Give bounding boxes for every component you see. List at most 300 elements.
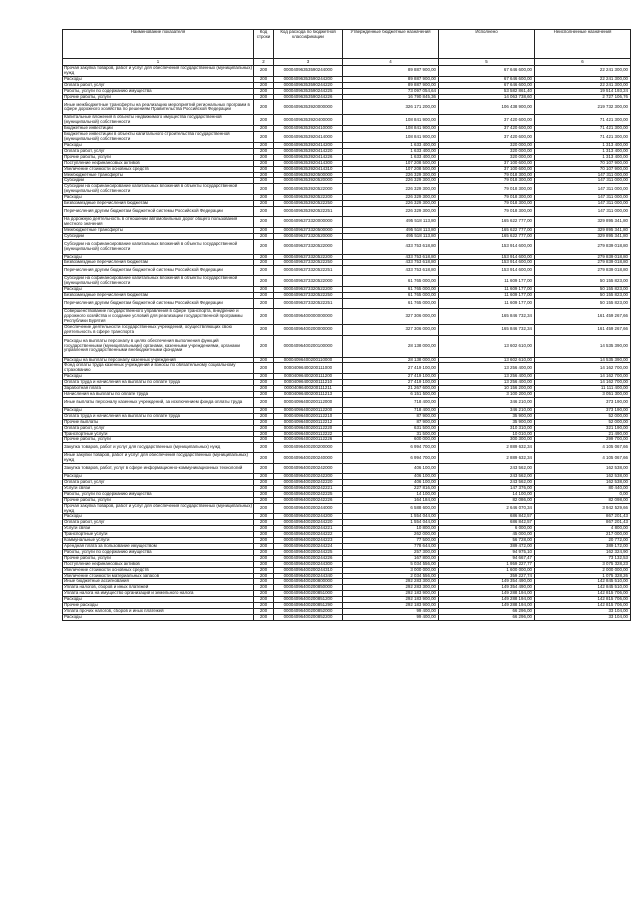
- row-line-code: 200: [254, 309, 274, 325]
- row-executed-amount: 147 376,00: [439, 485, 535, 491]
- row-executed-amount: 94 975,10: [439, 549, 535, 555]
- row-unexecuted-amount: 329 895 341,80: [535, 233, 631, 239]
- row-indicator-name: Безвозмездные перечисления бюджетам: [63, 201, 254, 207]
- row-budget-code: 00004096400200112210: [274, 413, 343, 419]
- row-indicator-name: Коммунальные услуги: [63, 538, 254, 544]
- row-indicator-name: Субсидии на софинансирование капитальных вложений в объекты государственной (муниципальной) собственности: [63, 276, 254, 287]
- row-indicator-name: Бюджетные инвестиции: [63, 126, 254, 132]
- table-row: [63, 216, 631, 227]
- row-indicator-name: Расходы: [63, 254, 254, 260]
- row-approved-amount: 28 138 000,00: [343, 357, 439, 363]
- row-indicator-name: Обеспечение деятельности государственных учреждений, осуществляющих свою деятельность в сфере транспорта: [63, 324, 254, 335]
- row-executed-amount: 686 842,57: [439, 520, 535, 526]
- row-approved-amount: 167 800,00: [343, 555, 439, 561]
- row-line-code: 200: [254, 227, 274, 233]
- row-executed-amount: 66 296,00: [439, 608, 535, 614]
- row-executed-amount: 79 018 300,00: [439, 195, 535, 201]
- row-approved-amount: 600 000,00: [343, 437, 439, 443]
- table-row: [63, 276, 631, 287]
- row-indicator-name: Работы, услуги по содержанию имущества: [63, 549, 254, 555]
- row-unexecuted-amount: 52 000,00: [535, 419, 631, 425]
- row-approved-amount: 27 419 100,00: [343, 380, 439, 386]
- row-line-code: 200: [254, 503, 274, 514]
- row-unexecuted-amount: 867 201,43: [535, 520, 631, 526]
- row-line-code: 200: [254, 567, 274, 573]
- row-approved-amount: 27 419 100,00: [343, 374, 439, 380]
- row-budget-code: 00004096373320522000: [274, 276, 343, 287]
- row-line-code: 200: [254, 357, 274, 363]
- row-approved-amount: 495 518 113,80: [343, 233, 439, 239]
- row-budget-code: 00004096353920410000: [274, 126, 343, 132]
- row-approved-amount: 73 097 054,64: [343, 88, 439, 94]
- row-executed-amount: 153 914 600,00: [439, 254, 535, 260]
- row-budget-code: 00004096373320522250: [274, 260, 343, 266]
- row-line-code: 200: [254, 216, 274, 227]
- row-budget-code: 00004096373320522250: [274, 293, 343, 299]
- row-unexecuted-amount: 0,00: [535, 491, 631, 497]
- row-unexecuted-amount: 142 845 510,00: [535, 585, 631, 591]
- row-approved-amount: 433 753 618,80: [343, 266, 439, 276]
- row-executed-amount: 79 018 300,00: [439, 178, 535, 184]
- row-unexecuted-amount: 147 311 000,00: [535, 206, 631, 216]
- row-executed-amount: 3 100 200,00: [439, 391, 535, 397]
- row-unexecuted-amount: 142 815 706,00: [535, 591, 631, 597]
- row-line-code: 200: [254, 514, 274, 520]
- row-line-code: 200: [254, 299, 274, 309]
- row-approved-amount: 292 183 900,00: [343, 597, 439, 603]
- row-approved-amount: 77 500,00: [343, 538, 439, 544]
- row-line-code: 200: [254, 148, 274, 154]
- row-approved-amount: 495 518 113,80: [343, 216, 439, 227]
- row-indicator-name: На дорожную деятельность в отношении автомобильных дорог общего пользования местного значения: [63, 216, 254, 227]
- table-row: [63, 206, 631, 216]
- row-approved-amount: 327 306 000,00: [343, 309, 439, 325]
- row-line-code: 200: [254, 380, 274, 386]
- row-approved-amount: 292 283 300,00: [343, 585, 439, 591]
- row-unexecuted-amount: 4 105 067,66: [535, 453, 631, 464]
- column-number: 4: [343, 59, 439, 66]
- row-indicator-name: Прочие работы, услуги: [63, 437, 254, 443]
- row-line-code: 200: [254, 254, 274, 260]
- row-approved-amount: 226 329 300,00: [343, 195, 439, 201]
- row-unexecuted-amount: 279 839 018,80: [535, 254, 631, 260]
- row-unexecuted-amount: 14 162 700,00: [535, 380, 631, 386]
- row-executed-amount: 45 000,00: [439, 532, 535, 538]
- row-line-code: 200: [254, 88, 274, 94]
- row-approved-amount: 99 400,00: [343, 614, 439, 620]
- row-indicator-name: Услуги связи: [63, 526, 254, 532]
- row-indicator-name: Работы, услуги по содержанию имущества: [63, 491, 254, 497]
- row-indicator-name: Перечисления другим бюджетам бюджетной системы Российской Федерации: [63, 266, 254, 276]
- row-line-code: 200: [254, 597, 274, 603]
- row-line-code: 200: [254, 363, 274, 374]
- row-approved-amount: 406 100,00: [343, 474, 439, 480]
- row-budget-code: 00004096400200851000: [274, 591, 343, 597]
- column-number: 3: [274, 59, 343, 66]
- row-executed-amount: 1 959 227,77: [439, 561, 535, 567]
- row-budget-code: 00004096400200100000: [274, 335, 343, 357]
- row-unexecuted-amount: 50 155 823,00: [535, 293, 631, 299]
- row-unexecuted-amount: 162 538,00: [535, 464, 631, 474]
- row-line-code: 200: [254, 132, 274, 143]
- row-line-code: 200: [254, 485, 274, 491]
- row-indicator-name: Услуги связи: [63, 485, 254, 491]
- row-indicator-name: Оплата работ, услуг: [63, 148, 254, 154]
- row-indicator-name: Закупка товаров, работ, услуг в сфере информационно-коммуникационных технологий: [63, 464, 254, 474]
- row-indicator-name: Субсидии на софинансирование капитальных вложений в объекты государственной (муниципальной) собственности: [63, 184, 254, 195]
- row-executed-amount: 67 646 600,00: [439, 76, 535, 82]
- row-budget-code: 00004096400200112000: [274, 397, 343, 407]
- row-line-code: 200: [254, 532, 274, 538]
- row-budget-code: 00004096400200244223: [274, 538, 343, 544]
- row-budget-code: 00004096400200244226: [274, 555, 343, 561]
- row-indicator-name: Прочие работы, услуги: [63, 94, 254, 100]
- row-approved-amount: 6 588 600,00: [343, 503, 439, 514]
- row-indicator-name: Прочие работы, услуги: [63, 154, 254, 160]
- row-line-code: 200: [254, 419, 274, 425]
- row-executed-amount: 346 210,00: [439, 407, 535, 413]
- row-unexecuted-amount: 11 111 400,00: [535, 386, 631, 392]
- row-budget-code: 00004096400200244225: [274, 549, 343, 555]
- row-indicator-name: Совершенствование государственного управления в сфере транспорта, внедрение и дорожного хозяйства и создание условий для реализации государственной программы Республики Бурятия: [63, 309, 254, 325]
- row-unexecuted-amount: 162 324,90: [535, 549, 631, 555]
- row-executed-amount: 11 609 177,00: [439, 293, 535, 299]
- row-approved-amount: 292 283 300,00: [343, 579, 439, 585]
- row-indicator-name: Субсидии: [63, 178, 254, 184]
- row-budget-code: 00004096400200111210: [274, 380, 343, 386]
- table-row: [63, 614, 631, 620]
- row-budget-code: 00004096400200244200: [274, 514, 343, 520]
- row-budget-code: 00004096353920522200: [274, 195, 343, 201]
- row-approved-amount: 778 644,00: [343, 544, 439, 550]
- row-approved-amount: 61 765 000,00: [343, 293, 439, 299]
- row-budget-code: 00004096353920522250: [274, 201, 343, 207]
- row-line-code: 200: [254, 266, 274, 276]
- row-line-code: 200: [254, 579, 274, 585]
- row-executed-amount: 165 846 732,34: [439, 324, 535, 335]
- column-number-row: [63, 59, 631, 66]
- row-unexecuted-amount: 4 800,00: [535, 526, 631, 532]
- row-unexecuted-amount: 80 440,00: [535, 485, 631, 491]
- row-line-code: 200: [254, 491, 274, 497]
- row-executed-amount: 67 646 600,00: [439, 66, 535, 77]
- row-executed-amount: 14 063 738,60: [439, 94, 535, 100]
- row-executed-amount: 94 667,47: [439, 555, 535, 561]
- row-approved-amount: 1 554 044,00: [343, 514, 439, 520]
- row-approved-amount: 631 500,00: [343, 425, 439, 431]
- row-line-code: 200: [254, 497, 274, 503]
- row-executed-amount: 106 438 900,00: [439, 100, 535, 115]
- row-line-code: 200: [254, 287, 274, 293]
- row-approved-amount: 257 300,00: [343, 549, 439, 555]
- row-unexecuted-amount: 373 190,00: [535, 397, 631, 407]
- row-line-code: 200: [254, 100, 274, 115]
- row-indicator-name: Перечисления другим бюджетам бюджетной системы Российской Федерации: [63, 299, 254, 309]
- row-budget-code: 00004096353920522000: [274, 184, 343, 195]
- row-indicator-name: Уплата налога на имущество организаций и земельного налога: [63, 591, 254, 597]
- row-line-code: 200: [254, 480, 274, 486]
- row-executed-amount: 37 100 600,00: [439, 166, 535, 172]
- row-budget-code: 00004096400200111000: [274, 363, 343, 374]
- row-budget-code: 00004096400200851200: [274, 597, 343, 603]
- row-approved-amount: 10 800,00: [343, 526, 439, 532]
- row-indicator-name: Фонд оплаты труда казенных учреждений и взносы по обязательному социальному страхованию: [63, 363, 254, 374]
- row-approved-amount: 5 034 556,00: [343, 561, 439, 567]
- row-executed-amount: 149 288 194,00: [439, 603, 535, 609]
- column-number: 2: [254, 59, 274, 66]
- row-approved-amount: 6 994 700,00: [343, 443, 439, 453]
- row-line-code: 200: [254, 614, 274, 620]
- row-indicator-name: Увеличение стоимости основных средств: [63, 166, 254, 172]
- row-line-code: 200: [254, 431, 274, 437]
- row-budget-code: 00004096400200242000: [274, 464, 343, 474]
- row-budget-code: 00004096373320522251: [274, 299, 343, 309]
- row-indicator-name: Иные выплаты персоналу казенных учреждений, за исключением фонда оплаты труда: [63, 397, 254, 407]
- column-number: 5: [439, 59, 535, 66]
- row-unexecuted-amount: 14 535 390,00: [535, 357, 631, 363]
- row-line-code: 200: [254, 206, 274, 216]
- row-unexecuted-amount: 162 538,00: [535, 480, 631, 486]
- row-budget-code: 00004096353590244226: [274, 94, 343, 100]
- row-indicator-name: Оплата работ, услуг: [63, 520, 254, 526]
- row-line-code: 200: [254, 82, 274, 88]
- table-row: [63, 443, 631, 453]
- row-executed-amount: 11 609 177,00: [439, 299, 535, 309]
- row-budget-code: 00004096400200244224: [274, 544, 343, 550]
- row-executed-amount: 153 914 600,00: [439, 260, 535, 266]
- row-indicator-name: Расходы: [63, 614, 254, 620]
- row-approved-amount: 406 100,00: [343, 480, 439, 486]
- row-line-code: 200: [254, 66, 274, 77]
- row-unexecuted-amount: 14 535 390,00: [535, 335, 631, 357]
- row-unexecuted-amount: 50 155 823,00: [535, 287, 631, 293]
- row-approved-amount: 433 753 618,80: [343, 254, 439, 260]
- row-executed-amount: 13 256 400,00: [439, 374, 535, 380]
- row-executed-amount: 243 562,00: [439, 480, 535, 486]
- row-executed-amount: 82 086,00: [439, 497, 535, 503]
- row-indicator-name: Прочая закупка товаров, работ и услуг для обеспечения государственных (муниципальных) нужд: [64, 503, 252, 513]
- row-indicator-name: Прочие выплаты: [63, 419, 254, 425]
- row-budget-code: 00004096353920414000: [274, 132, 343, 143]
- row-executed-amount: 1 600 000,00: [439, 567, 535, 573]
- row-indicator-name: Субсидии на софинансирование капитальных вложений в объекты государственной (муниципальной) собственности: [63, 239, 254, 254]
- row-unexecuted-amount: 867 201,43: [535, 514, 631, 520]
- table-row: [63, 464, 631, 474]
- row-budget-code: 00004096400000000000: [274, 309, 343, 325]
- row-budget-code: 00004096400200112212: [274, 419, 343, 425]
- row-executed-amount: 66 296,00: [439, 614, 535, 620]
- row-approved-amount: 226 329 300,00: [343, 201, 439, 207]
- row-executed-amount: 686 842,57: [439, 514, 535, 520]
- row-line-code: 200: [254, 76, 274, 82]
- row-unexecuted-amount: 73 132,53: [535, 555, 631, 561]
- row-indicator-name: Увеличение стоимости основных средств: [63, 567, 254, 573]
- row-unexecuted-amount: 279 839 018,80: [535, 266, 631, 276]
- row-indicator-name: Расходы: [63, 142, 254, 148]
- row-indicator-name: Расходы: [63, 76, 254, 82]
- row-executed-amount: 2 889 632,34: [439, 443, 535, 453]
- row-executed-amount: 56 728,00: [439, 538, 535, 544]
- row-executed-amount: 389 472,00: [439, 544, 535, 550]
- row-approved-amount: 262 000,00: [343, 532, 439, 538]
- row-indicator-name: Начисления на выплаты по оплате труда: [63, 391, 254, 397]
- row-indicator-name: Прочая закупка товаров, работ и услуг для обеспечения государственных (муниципальных) нужд: [64, 65, 252, 75]
- row-line-code: 200: [254, 561, 274, 567]
- row-budget-code: 00004096373320520000: [274, 233, 343, 239]
- row-executed-amount: 165 622 777,00: [439, 216, 535, 227]
- row-executed-amount: 359 227,74: [439, 573, 535, 579]
- row-executed-amount: 149 288 194,00: [439, 597, 535, 603]
- row-unexecuted-amount: 147 311 000,00: [535, 184, 631, 195]
- row-budget-code: 00004096400200852200: [274, 614, 343, 620]
- table-row: [63, 397, 631, 407]
- row-budget-code: 00004096353590244200: [274, 76, 343, 82]
- row-executed-amount: 79 018 300,00: [439, 206, 535, 216]
- row-indicator-name: Расходы: [63, 514, 254, 520]
- header-approved: Утвержденные бюджетные назначения: [343, 30, 439, 59]
- row-line-code: 200: [254, 166, 274, 172]
- row-unexecuted-amount: 20 772,00: [535, 538, 631, 544]
- row-approved-amount: 2 034 556,00: [343, 573, 439, 579]
- row-indicator-name: Транспортные услуги: [63, 532, 254, 538]
- row-unexecuted-amount: 373 190,00: [535, 407, 631, 413]
- row-indicator-name: Расходы: [63, 374, 254, 380]
- row-executed-amount: 53 582 861,40: [439, 88, 535, 94]
- row-budget-code: 00004096373320522251: [274, 266, 343, 276]
- row-executed-amount: 14 100,00: [439, 491, 535, 497]
- row-budget-code: 00004096353920500000: [274, 172, 343, 178]
- row-line-code: 200: [254, 443, 274, 453]
- column-number: 6: [535, 59, 631, 66]
- row-indicator-name: Заработная плата: [63, 386, 254, 392]
- row-line-code: 200: [254, 526, 274, 532]
- row-unexecuted-amount: 2 000 000,00: [535, 567, 631, 573]
- row-budget-code: 00004096400200851290: [274, 603, 343, 609]
- table-row: [63, 266, 631, 276]
- row-indicator-name: Расходы на выплаты персоналу казенных учреждений: [63, 357, 254, 363]
- row-approved-amount: 89 887 900,00: [343, 76, 439, 82]
- row-unexecuted-amount: 22 241 300,00: [535, 76, 631, 82]
- row-indicator-name: Бюджетные инвестиции в объекты капитального строительства государственной (муниципальной) собственности: [63, 132, 254, 143]
- row-indicator-name: Межбюджетные трансферты: [63, 172, 254, 178]
- row-indicator-name: Арендная плата за пользование имуществом: [63, 544, 254, 550]
- row-line-code: 200: [254, 142, 274, 148]
- row-indicator-name: Безвозмездные перечисления бюджетам: [63, 260, 254, 266]
- row-unexecuted-amount: 161 459 267,66: [535, 324, 631, 335]
- row-executed-amount: 13 256 400,00: [439, 363, 535, 374]
- row-unexecuted-amount: 162 538,00: [535, 474, 631, 480]
- row-budget-code: 00004096373320522000: [274, 239, 343, 254]
- report-sheet: [62, 29, 630, 621]
- row-budget-code: 00004096400200112226: [274, 437, 343, 443]
- row-unexecuted-amount: 82 098,00: [535, 497, 631, 503]
- row-executed-amount: 79 018 300,00: [439, 184, 535, 195]
- row-budget-code: 00004096353920000000: [274, 100, 343, 115]
- row-executed-amount: 10 156 200,00: [439, 386, 535, 392]
- row-budget-code: 00004096400200111200: [274, 374, 343, 380]
- row-budget-code: 00004096353590244220: [274, 82, 343, 88]
- row-line-code: 200: [254, 160, 274, 166]
- row-executed-amount: 13 602 610,00: [439, 357, 535, 363]
- row-line-code: 200: [254, 184, 274, 195]
- row-indicator-name: Иные бюджетные ассигнования: [63, 579, 254, 585]
- row-unexecuted-amount: 70 107 900,00: [535, 166, 631, 172]
- row-line-code: 200: [254, 260, 274, 266]
- row-executed-amount: 300 300,00: [439, 437, 535, 443]
- row-approved-amount: 6 994 700,00: [343, 453, 439, 464]
- row-indicator-name: Оплата работ, услуг: [63, 425, 254, 431]
- row-unexecuted-amount: 71 421 300,00: [535, 115, 631, 126]
- row-indicator-name: Уплата налогов, сборов и иных платежей: [63, 585, 254, 591]
- table-row: [63, 132, 631, 143]
- row-indicator-name: Субсидии: [63, 233, 254, 239]
- row-unexecuted-amount: 161 459 267,66: [535, 309, 631, 325]
- row-line-code: 200: [254, 239, 274, 254]
- row-unexecuted-amount: 279 839 018,80: [535, 260, 631, 266]
- row-unexecuted-amount: 217 000,00: [535, 532, 631, 538]
- row-indicator-name: Расходы: [63, 597, 254, 603]
- row-line-code: 200: [254, 549, 274, 555]
- row-indicator-name: Закупка товаров, работ и услуг для государственных (муниципальных) нужд: [63, 443, 254, 453]
- row-executed-amount: 35 900,00: [439, 413, 535, 419]
- table-row: [63, 503, 631, 514]
- header-line-code: Код строки: [254, 30, 274, 59]
- row-unexecuted-amount: 71 421 300,00: [535, 126, 631, 132]
- row-executed-amount: 243 562,00: [439, 474, 535, 480]
- row-approved-amount: 164 184,00: [343, 497, 439, 503]
- row-executed-amount: 310 310,00: [439, 425, 535, 431]
- row-line-code: 200: [254, 154, 274, 160]
- row-indicator-name: Увеличение стоимости материальных запасов: [63, 573, 254, 579]
- row-approved-amount: 108 841 900,00: [343, 132, 439, 143]
- row-budget-code: 00004096353920414310: [274, 166, 343, 172]
- row-executed-amount: 149 354 490,00: [439, 585, 535, 591]
- row-line-code: 200: [254, 555, 274, 561]
- row-executed-amount: 37 420 600,00: [439, 132, 535, 143]
- row-executed-amount: 153 914 600,00: [439, 239, 535, 254]
- row-line-code: 200: [254, 437, 274, 443]
- row-budget-code: 00004096353590244225: [274, 88, 343, 94]
- row-line-code: 200: [254, 172, 274, 178]
- row-indicator-name: Иные межбюджетные трансферты на реализацию мероприятий региональных программ в сфере дорожного хозяйства по решениям Правительства Российской Федерации: [63, 100, 254, 115]
- row-budget-code: 00004096400200200000: [274, 443, 343, 453]
- row-line-code: 200: [254, 94, 274, 100]
- row-budget-code: 00004096400200242221: [274, 485, 343, 491]
- row-unexecuted-amount: 22 241 300,00: [535, 82, 631, 88]
- row-approved-amount: 107 208 500,00: [343, 166, 439, 172]
- row-budget-code: 00004096400200242226: [274, 497, 343, 503]
- row-executed-amount: 13 602 610,00: [439, 335, 535, 357]
- row-line-code: 200: [254, 464, 274, 474]
- row-indicator-name: Уплата прочих налогов, сборов и иных платежей: [63, 608, 254, 614]
- row-line-code: 200: [254, 585, 274, 591]
- row-unexecuted-amount: 147 311 000,00: [535, 201, 631, 207]
- row-budget-code: 00004096400200244000: [274, 503, 343, 514]
- row-line-code: 200: [254, 293, 274, 299]
- row-line-code: 200: [254, 335, 274, 357]
- row-unexecuted-amount: 3 075 328,23: [535, 561, 631, 567]
- table-row: [63, 239, 631, 254]
- row-line-code: 200: [254, 397, 274, 407]
- table-row: [63, 453, 631, 464]
- row-unexecuted-amount: 299 700,00: [535, 437, 631, 443]
- row-approved-amount: 226 329 300,00: [343, 206, 439, 216]
- row-approved-amount: 1 633 400,00: [343, 142, 439, 148]
- row-executed-amount: 149 288 194,00: [439, 591, 535, 597]
- row-indicator-name: Расходы на выплаты персоналу в целях обеспечения выполнения функций государственными (муниципальными) органами, казенными учреждениями, органами управления государственными внебюджетными фондами: [63, 335, 254, 357]
- row-unexecuted-amount: 3 942 529,66: [535, 503, 631, 514]
- row-unexecuted-amount: 19 514 193,24: [535, 88, 631, 94]
